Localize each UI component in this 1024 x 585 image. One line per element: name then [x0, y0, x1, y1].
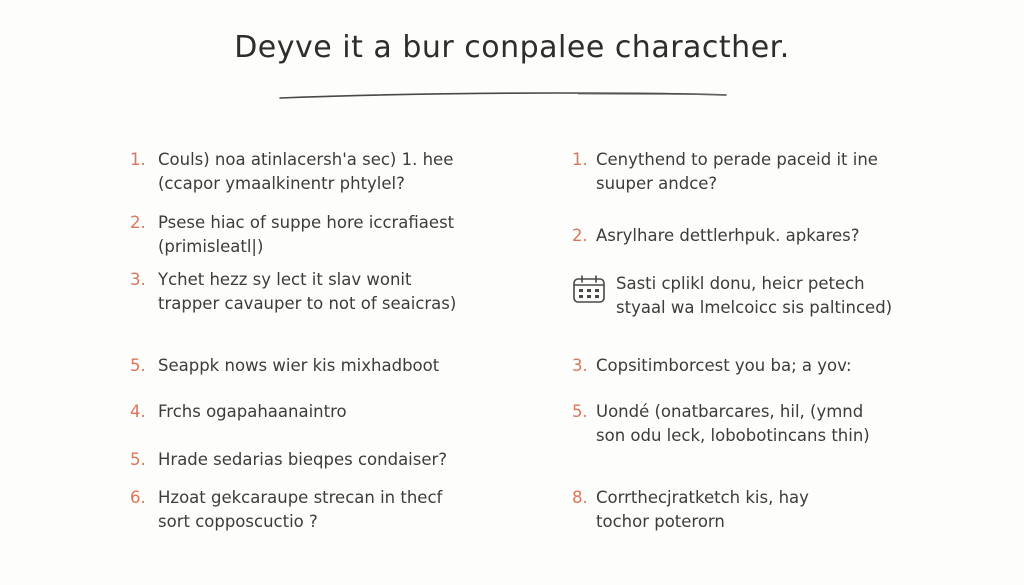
list-item: [130, 486, 442, 534]
item-text: styaal wa lmelcoicc sis paltinced): [616, 298, 893, 317]
list-item: [130, 211, 454, 259]
item-text: Hzoat gekcaraupe strecan in thecf: [158, 488, 443, 507]
item-text: Seappk nows wier kis mixhadboot: [158, 356, 440, 375]
item-text: tochor poterorn: [596, 512, 725, 531]
item-text: trapper cavauper to not of seaicras): [158, 294, 457, 313]
list-item: [572, 486, 809, 534]
item-text: Uondé (onatbarcares, hil, (ymnd: [596, 402, 864, 421]
item-text: Asrylhare dettlerhpuk. apkares?: [596, 226, 860, 245]
item-text: Couls) noa atinlacersh'a sec) 1. hee: [158, 150, 454, 169]
item-text: Sasti cplikl donu, heicr petech: [616, 274, 865, 293]
item-number: 1.: [572, 150, 588, 169]
item-number: 1.: [130, 150, 146, 169]
item-text: Cenythend to perade paceid it ine: [596, 150, 878, 169]
item-number: 3.: [572, 356, 588, 375]
item-text: Frchs ogapahaanaintro: [158, 402, 347, 421]
list-item: [572, 148, 878, 196]
item-number: 3.: [130, 270, 146, 289]
title-underline: [278, 84, 728, 104]
list-item: [572, 400, 870, 448]
item-text: Psese hiac of suppe hore iccrafiaest: [158, 213, 455, 232]
item-number: 6.: [130, 488, 146, 507]
item-text: Corrthecjratketch kis, hay: [596, 488, 809, 507]
list-item: [130, 354, 439, 378]
list-item: [130, 400, 347, 424]
list-item: [130, 148, 453, 196]
item-text: (ccapor ymaalkinentr phtylel?: [158, 174, 405, 193]
item-number: 5.: [572, 402, 588, 421]
item-text: sort copposcuctio ?: [158, 512, 318, 531]
item-text: Ychet hezz sy lect it slav wonit: [158, 270, 412, 289]
item-text: suuper andce?: [596, 174, 718, 193]
item-number: 2.: [572, 226, 588, 245]
list-item: [572, 224, 860, 248]
list-item: [130, 268, 456, 316]
item-text: (primisleatl|): [158, 237, 264, 256]
item-text: Copsitimborcest you ba; a yov:: [596, 356, 852, 375]
item-number: 5.: [130, 356, 146, 375]
item-number: 5.: [130, 450, 146, 469]
item-number: 4.: [130, 402, 146, 421]
item-text: Hrade sedarias bieqpes condaiser?: [158, 450, 448, 469]
list-item: [572, 354, 852, 378]
calendar-icon: [572, 274, 606, 304]
page-title: Deyve it a bur conpalee characther.: [234, 30, 790, 65]
item-number: 8.: [572, 488, 588, 507]
list-item: [572, 272, 892, 320]
list-item: [130, 448, 447, 472]
item-number: 2.: [130, 213, 146, 232]
item-text: son odu leck, lobobotincans thin): [596, 426, 870, 445]
